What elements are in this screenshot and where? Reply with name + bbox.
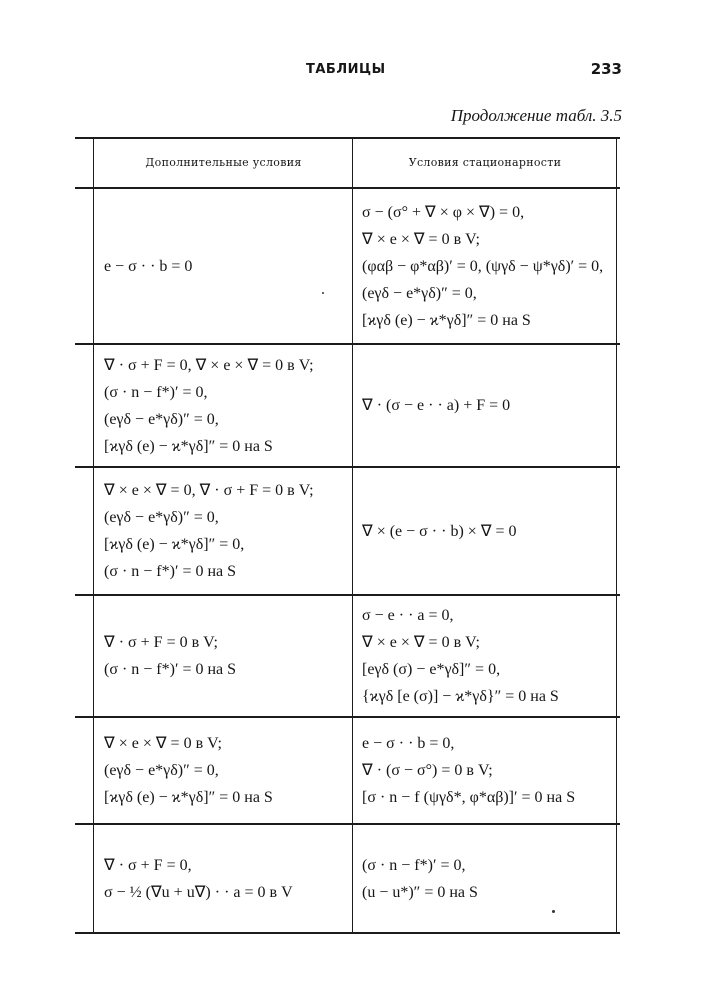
formula-line: e − σ · · b = 0 bbox=[104, 257, 193, 275]
formula-line: [σ · n − f (ψγδ*, φ*αβ)]′ = 0 на S bbox=[362, 789, 576, 806]
formula-line: [ϰγδ (e) − ϰ*γδ]″ = 0 на S bbox=[104, 437, 273, 455]
formula-line: ∇ × (e − σ · · b) × ∇ = 0 bbox=[362, 522, 517, 540]
formula-line: (σ · n − f*)′ = 0 на S bbox=[104, 563, 237, 580]
formula-line: ∇ · σ + F = 0 в V; bbox=[104, 634, 218, 651]
formula-line: ∇ · (σ − e · · a) + F = 0 bbox=[362, 397, 511, 414]
formula-line: (eγδ − e*γδ)″ = 0, bbox=[104, 509, 219, 526]
table-row-3-right bbox=[362, 468, 614, 594]
running-title: ТАБЛИЦЫ bbox=[306, 62, 386, 77]
formula-line: (σ · n − f*)′ = 0, bbox=[104, 383, 208, 401]
table-row-5-left bbox=[104, 718, 349, 823]
formula-line: (σ · n − f*)′ = 0, bbox=[362, 856, 466, 874]
table-row-1-right bbox=[362, 189, 614, 343]
left-border bbox=[93, 137, 94, 934]
formula-line: (eγδ − e*γδ)″ = 0, bbox=[362, 284, 477, 302]
table-row-2-left bbox=[104, 345, 349, 466]
column-header-stationarity-conditions: Условия стационарности bbox=[408, 155, 562, 169]
formula-line: ∇ × e × ∇ = 0 в V; bbox=[362, 230, 480, 248]
formula-line: ∇ × e × ∇ = 0 в V; bbox=[104, 735, 222, 752]
column-header-additional-conditions: Дополнительные условия bbox=[145, 155, 302, 169]
formula-line: ∇ · σ + F = 0, bbox=[104, 856, 192, 874]
table-row-5-right bbox=[362, 718, 614, 823]
table-bottom-rule bbox=[75, 932, 620, 934]
formula-line: (eγδ − e*γδ)″ = 0, bbox=[104, 762, 219, 779]
print-speck bbox=[552, 910, 555, 913]
formula-line: (eγδ − e*γδ)″ = 0, bbox=[104, 410, 219, 428]
formula-line: σ − ½ (∇u + u∇) · · a = 0 в V bbox=[104, 883, 293, 901]
page-number: 233 bbox=[590, 60, 622, 78]
formula-line: {ϰγδ [e (σ)] − ϰ*γδ}″ = 0 на S bbox=[362, 688, 559, 705]
table-row-3-left bbox=[104, 468, 349, 594]
formula-line: [ϰγδ (e) − ϰ*γδ]″ = 0, bbox=[104, 536, 245, 553]
table-continuation-caption: Продолжение табл. 3.5 bbox=[450, 106, 622, 125]
formula-line: ∇ × e × ∇ = 0, ∇ · σ + F = 0 в V; bbox=[104, 482, 314, 499]
formula-line: (φαβ − φ*αβ)′ = 0, (ψγδ − ψ*γδ)′ = 0, bbox=[362, 257, 604, 275]
right-border bbox=[616, 137, 617, 934]
formula-line: ∇ · σ + F = 0, ∇ × e × ∇ = 0 в V; bbox=[104, 356, 314, 374]
formula-line: [eγδ (σ) − e*γδ]″ = 0, bbox=[362, 661, 501, 678]
table-row-4-right bbox=[362, 596, 614, 716]
print-speck bbox=[322, 292, 324, 294]
formula-line: e − σ · · b = 0, bbox=[362, 735, 455, 752]
table-row-6-right bbox=[362, 825, 614, 932]
formula-line: ∇ × e × ∇ = 0 в V; bbox=[362, 634, 480, 651]
formula-line: ∇ · (σ − σ°) = 0 в V; bbox=[362, 762, 493, 779]
formula-line: (u − u*)″ = 0 на S bbox=[362, 883, 478, 901]
formula-line: [ϰγδ (e) − ϰ*γδ]″ = 0 на S bbox=[104, 789, 273, 806]
column-divider bbox=[352, 137, 353, 934]
table-row-1-left bbox=[104, 189, 349, 343]
formula-line: σ − e · · a = 0, bbox=[362, 607, 454, 624]
table-row-2-right bbox=[362, 345, 614, 466]
formula-line: [ϰγδ (e) − ϰ*γδ]″ = 0 на S bbox=[362, 311, 531, 329]
table-row-6-left bbox=[104, 825, 349, 932]
formula-line: σ − (σ° + ∇ × φ × ∇) = 0, bbox=[362, 203, 525, 221]
table-row-4-left bbox=[104, 596, 349, 716]
formula-line: (σ · n − f*)′ = 0 на S bbox=[104, 661, 237, 678]
